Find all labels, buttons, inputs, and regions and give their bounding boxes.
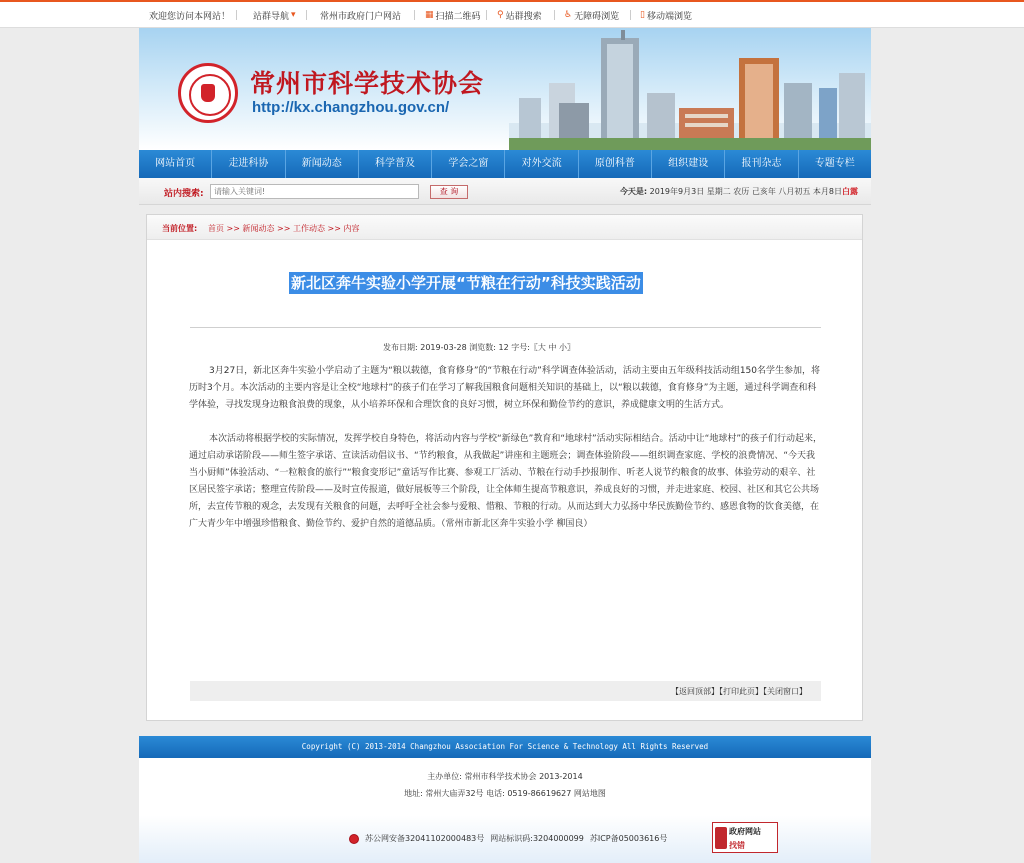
copyright-bar: Copyright (C) 2013-2014 Changzhou Association For Science & Technology All Rights Reserved [139,736,871,758]
today-label: 今天是: [619,187,648,196]
nav-item-organization[interactable]: 组织建设 [652,150,725,178]
group-search-link[interactable] [497,9,542,22]
gov-badge-icon [715,827,727,849]
site-name: 常州市科学技术协会 [250,69,485,98]
site-nav-link[interactable] [253,9,296,22]
gov-badge-top: 政府网站 [729,827,761,836]
divider [236,10,237,20]
qrcode-label: 扫描二维码 [435,12,481,22]
article-body [189,363,823,550]
sponsor-text: 主办单位: 常州市科学技术协会 2013-2014 [427,772,583,781]
address-text: 地址: 常州大庙弄32号 电话: 0519-86619627 网站地图 [404,789,606,798]
accessible-label: 无障碍浏览 [574,12,620,22]
divider [554,10,555,20]
association-logo-icon[interactable] [178,63,238,123]
search-button[interactable]: 查 询 [430,185,468,199]
solar-term: 白露 [842,187,858,196]
icp-number[interactable]: 苏ICP备05003616号 [589,834,668,843]
mobile-link[interactable] [640,9,692,22]
gov-badge-bottom: 找错 [729,841,745,850]
gov-site-error-report-badge[interactable] [712,822,778,853]
divider [306,10,307,20]
article-paragraph: 3月27日，新北区奔牛实验小学启动了主题为“粮以载德，食育修身”的“节粮在行动”科学调查体验活动，活动主要由五年级科技活动组150名学生参加，将历时3个月。本次活动的主要内容是让全校“地球村”的孩子们在学习了解我国粮食问题相关知识的基础上，以“粮以载德，食育修身”为主题，通过科学调查和科学体验，寻找发现身边粮食浪费的现象，从小培养环保和合理饮食的良好习惯，树立环保和勤俭节约的意识，养成健康文明的生活方式。 [189,366,821,410]
main-navigation [139,150,871,178]
search-bar [139,178,871,205]
mobile-icon: ▯ [640,10,645,20]
qrcode-icon: ▦ [425,10,434,20]
article-meta: 发布日期: 2019-03-28 浏览数: 12 字号:〖大 中 小〗 [383,343,576,352]
portal-link[interactable]: 常州市政府门户网站 [320,12,402,22]
nav-item-societies[interactable]: 学会之窗 [432,150,505,178]
search-label: 站内搜索: [164,189,204,199]
top-utility-bar [0,0,1024,28]
nav-item-news[interactable]: 新闻动态 [286,150,359,178]
divider [414,10,415,20]
nav-item-popular-science[interactable]: 科学普及 [359,150,432,178]
registration-info [349,833,667,844]
site-footer [139,758,871,863]
accessible-link[interactable] [564,9,619,22]
qrcode-link[interactable] [425,9,481,22]
today-date [620,186,858,197]
divider [630,10,631,20]
divider [190,327,821,328]
today-value: 2019年9月3日 星期二 农历 己亥年 八月初五 本月8日 [649,187,842,196]
article-title: 新北区奔牛实验小学开展“节粮在行动”科技实践活动 [291,274,641,292]
article-panel [146,214,863,721]
nav-item-home[interactable]: 网站首页 [139,150,212,178]
beian-number[interactable]: 苏公网安备32041102000483号 [365,834,485,843]
nav-item-journals[interactable]: 报刊杂志 [725,150,798,178]
search-input[interactable] [210,184,419,199]
nav-item-original-science[interactable]: 原创科普 [579,150,652,178]
accessibility-icon: ♿ [564,10,573,20]
site-code: 网站标识码:3204000099 [490,834,584,843]
welcome-text: 欢迎您访问本网站！ [149,12,231,22]
breadcrumb-label: 当前位置: [162,224,198,233]
mobile-label: 移动端浏览 [646,12,692,22]
city-skyline-image [509,28,871,150]
article-tool-links[interactable]: 【返回顶部】【打印此页】【关闭窗口】 [671,687,807,696]
breadcrumb-links[interactable]: 首页 >> 新闻动态 >> 工作动态 >> 内容 [208,224,360,233]
article-paragraph: 本次活动将根据学校的实际情况，发挥学校自身特色，将活动内容与学校“新绿色”教育和“地球村”活动实际相结合。活动中让“地球村”的孩子们行动起来，通过启动承诺阶段——师生签字承诺、宣读活动倡议书、“节约粮食，从我做起”讲座和主题班会；调查体验阶段——组织调查家庭、学校的浪费情况、“今天我当小厨师”体验活动、“一粒粮食的旅行”“粮食变形记”童话写作比赛、参观工厂活动、节粮在行动手抄报制作、听老人说节约粮食的故事、体验劳动的艰辛、社区居民签字承诺；整理宣传阶段——及时宣传报道，做好展板等三个阶段，让全体师生提高节粮意识，养成良好的习惯，并走进家庭、校园、社区和其它公共场所，去宣传节粮的观念，去发现有关粮食的问题，去呼吁全社会参与爱粮、惜粮、节粮的行动。从而达到大力弘扬中华民族勤俭节约、感恩食物的饮食美德，在广大青少年中增强珍惜粮食、勤俭节约、爱护自然的道德品质。（常州市新北区奔牛实验小学 柳国良） [189,434,822,529]
divider [486,10,487,20]
site-url: http://kx.changzhou.gov.cn/ [252,99,450,116]
nav-item-about[interactable]: 走进科协 [212,150,285,178]
search-icon: ⚲ [497,10,504,20]
site-banner [139,28,871,150]
nav-item-special-topics[interactable]: 专题专栏 [814,158,855,169]
police-emblem-icon [349,834,359,844]
site-nav-label: 站群导航 [253,12,290,22]
group-search-label: 站群搜索 [505,12,542,22]
breadcrumb [147,215,862,240]
article-tools [190,681,821,701]
nav-item-exchange[interactable]: 对外交流 [505,150,578,178]
chevron-down-icon: ▾ [291,10,296,20]
